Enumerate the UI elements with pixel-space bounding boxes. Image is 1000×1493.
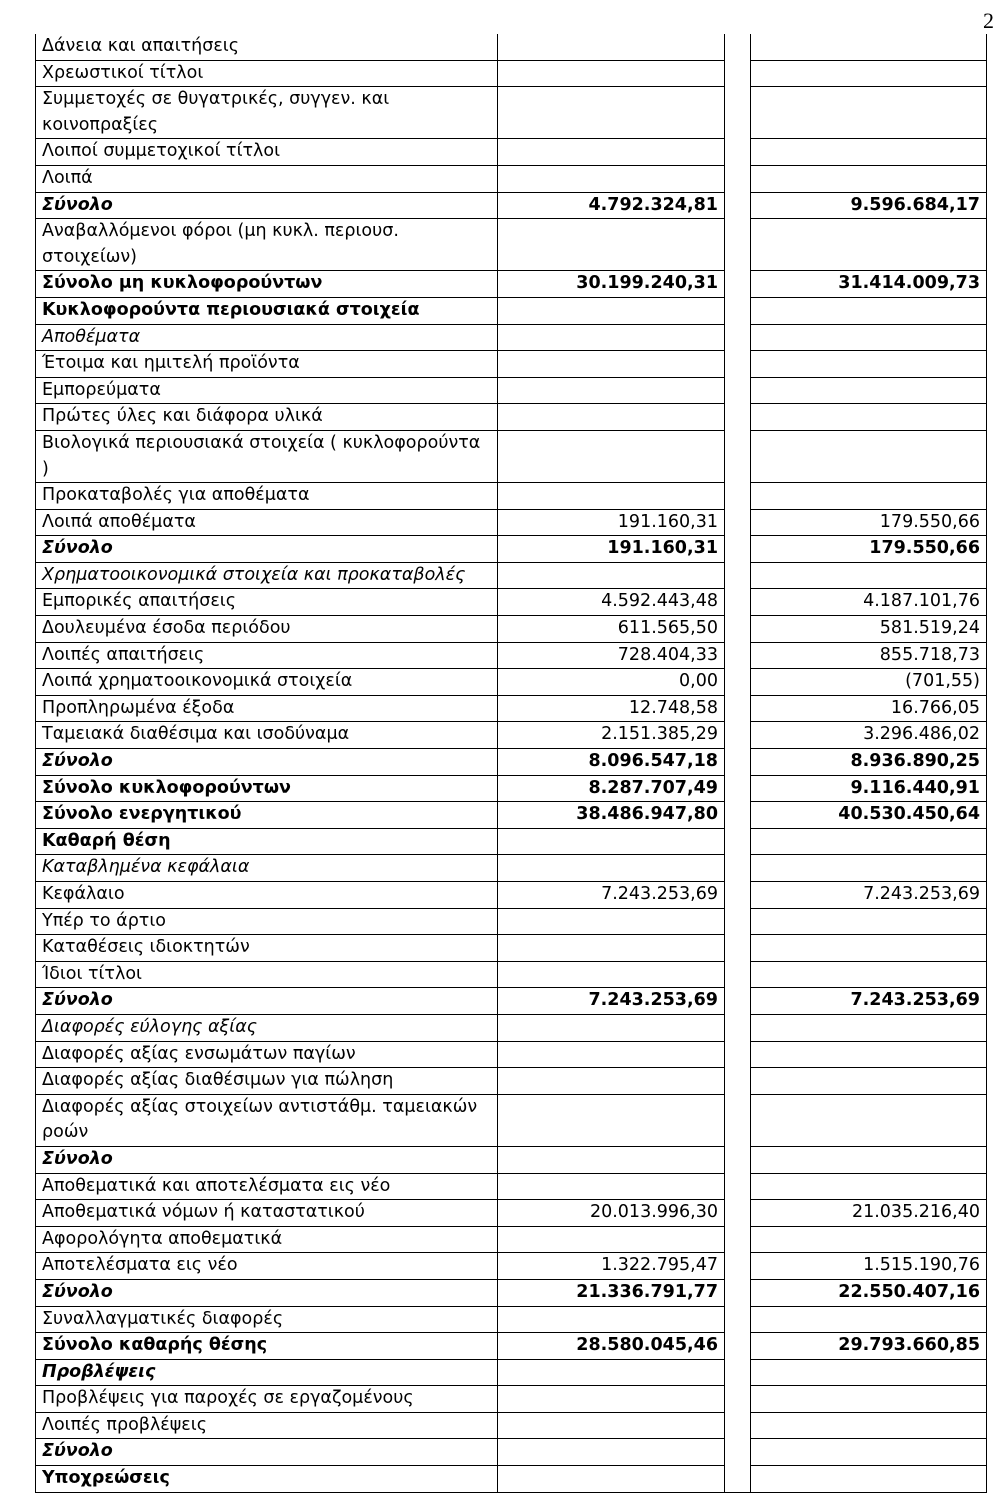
table-row	[36, 1466, 987, 1493]
value-current-year	[498, 324, 725, 351]
table-row	[36, 1439, 987, 1466]
value-current-year	[498, 1041, 725, 1068]
value-previous-year	[751, 324, 987, 351]
column-gap	[725, 1146, 751, 1173]
row-label: Σύνολο	[36, 1146, 498, 1173]
row-label: Υποχρεώσεις	[36, 1466, 498, 1493]
row-label: Έτοιμα και ημιτελή προϊόντα	[36, 351, 498, 378]
column-gap	[725, 1333, 751, 1360]
row-label: Πρώτες ύλες και διάφορα υλικά	[36, 404, 498, 431]
column-gap	[725, 60, 751, 87]
row-label: Προβλέψεις για παροχές σε εργαζομένους	[36, 1386, 498, 1413]
value-current-year	[498, 139, 725, 166]
table-row	[36, 165, 987, 192]
table-row	[36, 562, 987, 589]
value-current-year	[498, 1146, 725, 1173]
column-gap	[725, 1226, 751, 1253]
row-label: Σύνολο	[36, 536, 498, 563]
row-label: Δάνεια και απαιτήσεις	[36, 34, 498, 60]
table-row	[36, 60, 987, 87]
table-row	[36, 219, 987, 271]
value-previous-year: 29.793.660,85	[751, 1333, 987, 1360]
column-gap	[725, 722, 751, 749]
table-row	[36, 1200, 987, 1227]
column-gap	[725, 802, 751, 829]
value-current-year	[498, 961, 725, 988]
value-previous-year	[751, 34, 987, 60]
table-row	[36, 1306, 987, 1333]
table-row	[36, 722, 987, 749]
table-row	[36, 1146, 987, 1173]
table-row	[36, 192, 987, 219]
value-previous-year	[751, 351, 987, 378]
table-row	[36, 828, 987, 855]
row-label: Αποτελέσματα εις νέο	[36, 1253, 498, 1280]
row-label: Λοιποί συμμετοχικοί τίτλοι	[36, 139, 498, 166]
table-row	[36, 404, 987, 431]
value-previous-year: 9.596.684,17	[751, 192, 987, 219]
table-row	[36, 1094, 987, 1146]
column-gap	[725, 775, 751, 802]
column-gap	[725, 165, 751, 192]
value-previous-year	[751, 1439, 987, 1466]
value-current-year	[498, 351, 725, 378]
value-previous-year	[751, 165, 987, 192]
row-label: Συμμετοχές σε θυγατρικές, συγγεν. και κοινοπραξίες	[36, 87, 498, 139]
value-previous-year	[751, 483, 987, 510]
row-label: Χρηματοοικονομικά στοιχεία και προκαταβολές	[36, 562, 498, 589]
value-current-year	[498, 430, 725, 482]
value-previous-year: 8.936.890,25	[751, 749, 987, 776]
value-previous-year: 9.116.440,91	[751, 775, 987, 802]
row-label: Εμπορεύματα	[36, 377, 498, 404]
column-gap	[725, 669, 751, 696]
column-gap	[725, 562, 751, 589]
value-current-year: 1.322.795,47	[498, 1253, 725, 1280]
value-previous-year: 31.414.009,73	[751, 271, 987, 298]
row-label: Διαφορές αξίας ενσωμάτων παγίων	[36, 1041, 498, 1068]
row-label: Βιολογικά περιουσιακά στοιχεία ( κυκλοφορούντα )	[36, 430, 498, 482]
value-current-year: 191.160,31	[498, 536, 725, 563]
value-previous-year: 855.718,73	[751, 642, 987, 669]
value-previous-year	[751, 1466, 987, 1493]
value-previous-year	[751, 1359, 987, 1386]
value-current-year: 8.287.707,49	[498, 775, 725, 802]
table-row	[36, 1412, 987, 1439]
value-current-year: 28.580.045,46	[498, 1333, 725, 1360]
table-row	[36, 749, 987, 776]
row-label: Διαφορές αξίας στοιχείων αντιστάθμ. ταμειακών ροών	[36, 1094, 498, 1146]
row-label: Λοιπά αποθέματα	[36, 509, 498, 536]
column-gap	[725, 430, 751, 482]
value-current-year: 2.151.385,29	[498, 722, 725, 749]
table-row	[36, 430, 987, 482]
value-previous-year	[751, 1386, 987, 1413]
column-gap	[725, 961, 751, 988]
value-previous-year: 16.766,05	[751, 695, 987, 722]
table-row	[36, 855, 987, 882]
value-previous-year	[751, 961, 987, 988]
column-gap	[725, 695, 751, 722]
value-previous-year	[751, 1068, 987, 1095]
row-label: Κεφάλαιο	[36, 882, 498, 909]
table-row	[36, 509, 987, 536]
column-gap	[725, 351, 751, 378]
value-previous-year	[751, 1412, 987, 1439]
value-previous-year: 179.550,66	[751, 536, 987, 563]
value-current-year: 0,00	[498, 669, 725, 696]
value-current-year	[498, 165, 725, 192]
table-row	[36, 1386, 987, 1413]
row-label: Εμπορικές απαιτήσεις	[36, 589, 498, 616]
column-gap	[725, 749, 751, 776]
value-previous-year	[751, 855, 987, 882]
value-previous-year: 581.519,24	[751, 616, 987, 643]
value-current-year	[498, 1068, 725, 1095]
value-current-year	[498, 935, 725, 962]
value-previous-year	[751, 139, 987, 166]
table-row	[36, 935, 987, 962]
balance-sheet-table	[35, 34, 987, 1493]
column-gap	[725, 87, 751, 139]
value-current-year	[498, 1412, 725, 1439]
column-gap	[725, 1359, 751, 1386]
value-current-year: 8.096.547,18	[498, 749, 725, 776]
table-row	[36, 536, 987, 563]
table-row	[36, 775, 987, 802]
column-gap	[725, 536, 751, 563]
table-row	[36, 1253, 987, 1280]
table-row	[36, 87, 987, 139]
value-current-year: 4.592.443,48	[498, 589, 725, 616]
table-row	[36, 1014, 987, 1041]
value-previous-year	[751, 1226, 987, 1253]
value-current-year: 191.160,31	[498, 509, 725, 536]
row-label: Λοιπές απαιτήσεις	[36, 642, 498, 669]
value-current-year	[498, 483, 725, 510]
column-gap	[725, 1279, 751, 1306]
table-row	[36, 1173, 987, 1200]
column-gap	[725, 589, 751, 616]
column-gap	[725, 828, 751, 855]
value-previous-year: 3.296.486,02	[751, 722, 987, 749]
balance-sheet-rows	[36, 34, 987, 1492]
value-current-year	[498, 1306, 725, 1333]
value-previous-year: 4.187.101,76	[751, 589, 987, 616]
row-label: Σύνολο	[36, 749, 498, 776]
value-current-year: 7.243.253,69	[498, 988, 725, 1015]
row-label: Αναβαλλόμενοι φόροι (μη κυκλ. περιουσ. στοιχείων)	[36, 219, 498, 271]
table-row	[36, 642, 987, 669]
value-current-year: 4.792.324,81	[498, 192, 725, 219]
table-row	[36, 616, 987, 643]
row-label: Σύνολο	[36, 1279, 498, 1306]
value-previous-year	[751, 1041, 987, 1068]
value-previous-year	[751, 60, 987, 87]
row-label: Λοιπά χρηματοοικονομικά στοιχεία	[36, 669, 498, 696]
table-row	[36, 988, 987, 1015]
column-gap	[725, 1200, 751, 1227]
table-row	[36, 908, 987, 935]
column-gap	[725, 483, 751, 510]
value-previous-year	[751, 562, 987, 589]
column-gap	[725, 1412, 751, 1439]
column-gap	[725, 297, 751, 324]
value-previous-year	[751, 1146, 987, 1173]
value-current-year	[498, 562, 725, 589]
row-label: Καταβλημένα κεφάλαια	[36, 855, 498, 882]
column-gap	[725, 935, 751, 962]
column-gap	[725, 34, 751, 60]
table-row	[36, 377, 987, 404]
value-previous-year: 22.550.407,16	[751, 1279, 987, 1306]
table-row	[36, 297, 987, 324]
value-current-year	[498, 855, 725, 882]
column-gap	[725, 1041, 751, 1068]
value-previous-year	[751, 430, 987, 482]
row-label: Προβλέψεις	[36, 1359, 498, 1386]
row-label: Προκαταβολές για αποθέματα	[36, 483, 498, 510]
table-row	[36, 961, 987, 988]
value-current-year	[498, 1094, 725, 1146]
column-gap	[725, 377, 751, 404]
row-label: Σύνολο	[36, 988, 498, 1015]
row-label: Συναλλαγματικές διαφορές	[36, 1306, 498, 1333]
column-gap	[725, 616, 751, 643]
value-previous-year	[751, 935, 987, 962]
row-label: Σύνολο	[36, 192, 498, 219]
value-previous-year	[751, 828, 987, 855]
row-label: Σύνολο κυκλοφορούντων	[36, 775, 498, 802]
value-previous-year	[751, 219, 987, 271]
value-current-year: 30.199.240,31	[498, 271, 725, 298]
value-current-year	[498, 1359, 725, 1386]
row-label: Λοιπές προβλέψεις	[36, 1412, 498, 1439]
value-current-year	[498, 377, 725, 404]
table-row	[36, 1333, 987, 1360]
value-current-year	[498, 34, 725, 60]
column-gap	[725, 139, 751, 166]
value-current-year	[498, 60, 725, 87]
value-current-year: 611.565,50	[498, 616, 725, 643]
value-current-year	[498, 219, 725, 271]
table-row	[36, 483, 987, 510]
row-label: Κυκλοφορούντα περιουσιακά στοιχεία	[36, 297, 498, 324]
row-label: Σύνολο καθαρής θέσης	[36, 1333, 498, 1360]
row-label: Ίδιοι τίτλοι	[36, 961, 498, 988]
table-row	[36, 669, 987, 696]
row-label: Καθαρή θέση	[36, 828, 498, 855]
value-current-year: 21.336.791,77	[498, 1279, 725, 1306]
column-gap	[725, 1253, 751, 1280]
value-current-year	[498, 1173, 725, 1200]
row-label: Σύνολο ενεργητικού	[36, 802, 498, 829]
row-label: Αποθέματα	[36, 324, 498, 351]
value-current-year: 12.748,58	[498, 695, 725, 722]
row-label: Δουλευμένα έσοδα περιόδου	[36, 616, 498, 643]
value-current-year	[498, 1014, 725, 1041]
row-label: Αποθεματικά νόμων ή καταστατικού	[36, 1200, 498, 1227]
table-row	[36, 1041, 987, 1068]
value-current-year	[498, 828, 725, 855]
value-previous-year	[751, 1173, 987, 1200]
row-label: Διαφορές αξίας διαθέσιμων για πώληση	[36, 1068, 498, 1095]
value-previous-year: 21.035.216,40	[751, 1200, 987, 1227]
value-previous-year	[751, 908, 987, 935]
page-number: 2	[983, 8, 994, 33]
value-previous-year: (701,55)	[751, 669, 987, 696]
table-row	[36, 139, 987, 166]
value-previous-year	[751, 1306, 987, 1333]
column-gap	[725, 908, 751, 935]
value-current-year	[498, 404, 725, 431]
table-row	[36, 1226, 987, 1253]
value-previous-year	[751, 404, 987, 431]
value-previous-year	[751, 1094, 987, 1146]
value-current-year	[498, 1226, 725, 1253]
row-label: Σύνολο μη κυκλοφορούντων	[36, 271, 498, 298]
column-gap	[725, 882, 751, 909]
column-gap	[725, 192, 751, 219]
column-gap	[725, 1068, 751, 1095]
column-gap	[725, 1306, 751, 1333]
row-label: Αφορολόγητα αποθεματικά	[36, 1226, 498, 1253]
value-current-year	[498, 908, 725, 935]
row-label: Ταμειακά διαθέσιμα και ισοδύναμα	[36, 722, 498, 749]
value-current-year: 7.243.253,69	[498, 882, 725, 909]
value-previous-year: 40.530.450,64	[751, 802, 987, 829]
value-current-year: 728.404,33	[498, 642, 725, 669]
column-gap	[725, 271, 751, 298]
column-gap	[725, 988, 751, 1015]
column-gap	[725, 324, 751, 351]
column-gap	[725, 1014, 751, 1041]
value-previous-year	[751, 377, 987, 404]
table-row	[36, 1359, 987, 1386]
column-gap	[725, 642, 751, 669]
table-row	[36, 1279, 987, 1306]
row-label: Σύνολο	[36, 1439, 498, 1466]
value-previous-year: 1.515.190,76	[751, 1253, 987, 1280]
row-label: Χρεωστικοί τίτλοι	[36, 60, 498, 87]
column-gap	[725, 1173, 751, 1200]
value-current-year: 38.486.947,80	[498, 802, 725, 829]
table-row	[36, 882, 987, 909]
column-gap	[725, 1439, 751, 1466]
column-gap	[725, 404, 751, 431]
value-previous-year	[751, 87, 987, 139]
table-row	[36, 802, 987, 829]
table-row	[36, 1068, 987, 1095]
value-current-year	[498, 297, 725, 324]
table-row	[36, 34, 987, 60]
column-gap	[725, 855, 751, 882]
row-label: Αποθεματικά και αποτελέσματα εις νέο	[36, 1173, 498, 1200]
value-current-year	[498, 87, 725, 139]
row-label: Καταθέσεις ιδιοκτητών	[36, 935, 498, 962]
table-row	[36, 351, 987, 378]
value-previous-year: 7.243.253,69	[751, 988, 987, 1015]
row-label: Διαφορές εύλογης αξίας	[36, 1014, 498, 1041]
value-current-year	[498, 1386, 725, 1413]
row-label: Υπέρ το άρτιο	[36, 908, 498, 935]
table-row	[36, 324, 987, 351]
table-row	[36, 589, 987, 616]
column-gap	[725, 1386, 751, 1413]
value-current-year	[498, 1466, 725, 1493]
value-previous-year: 7.243.253,69	[751, 882, 987, 909]
table-row	[36, 271, 987, 298]
value-current-year	[498, 1439, 725, 1466]
value-previous-year: 179.550,66	[751, 509, 987, 536]
column-gap	[725, 1466, 751, 1493]
value-previous-year	[751, 1014, 987, 1041]
column-gap	[725, 509, 751, 536]
row-label: Λοιπά	[36, 165, 498, 192]
column-gap	[725, 219, 751, 271]
row-label: Προπληρωμένα έξοδα	[36, 695, 498, 722]
column-gap	[725, 1094, 751, 1146]
value-previous-year	[751, 297, 987, 324]
table-row	[36, 695, 987, 722]
value-current-year: 20.013.996,30	[498, 1200, 725, 1227]
